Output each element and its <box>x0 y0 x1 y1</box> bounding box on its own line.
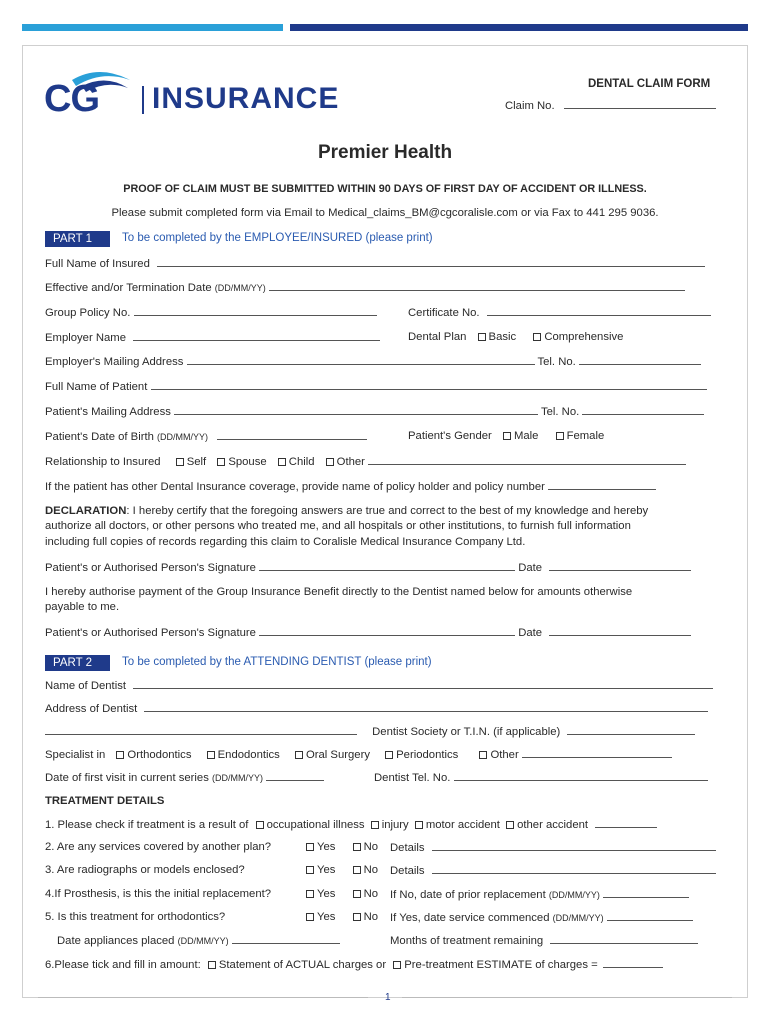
dentist-name-field[interactable] <box>133 679 713 689</box>
declaration-line-2: authorize all doctors, or other persons who treated me, and all hospitals or other institutions, to furnish full information <box>45 520 631 532</box>
signature-row-1 <box>45 561 691 574</box>
appliances-row <box>57 934 340 947</box>
effective-date-row <box>45 281 685 294</box>
first-visit-field[interactable] <box>266 771 324 781</box>
q5-commenced-field[interactable] <box>607 911 693 921</box>
full-name-row <box>45 257 705 270</box>
child-checkbox[interactable] <box>278 458 286 466</box>
top-accent-bar-light <box>22 24 283 31</box>
first-visit-format: (DD/MM/YY) <box>212 773 263 783</box>
appliances-field[interactable] <box>232 934 340 944</box>
first-visit-label: Date of first visit in current series <box>45 772 209 784</box>
months-row <box>390 934 698 947</box>
q2-options <box>306 841 378 853</box>
basic-label: Basic <box>488 331 517 343</box>
logo-mark: CG <box>44 78 99 120</box>
oral-surgery-label: Oral Surgery <box>305 749 370 761</box>
q1-label: 1. Please check if treatment is a result of <box>45 819 249 831</box>
q2-details-label: Details <box>390 842 425 854</box>
endodontics-checkbox[interactable] <box>207 751 215 759</box>
q2-yes-checkbox[interactable] <box>306 843 314 851</box>
employer-address-field[interactable] <box>187 355 535 365</box>
patient-address-row <box>45 405 704 418</box>
q3-yes-label: Yes <box>317 864 336 876</box>
female-checkbox[interactable] <box>556 432 564 440</box>
other-relationship-label: Other <box>336 456 365 468</box>
signature-date-label-1: Date <box>518 562 543 574</box>
q5-commenced-format: (DD/MM/YY) <box>552 913 604 923</box>
declaration-text-1: : I hereby certify that the foregoing answers are true and correct to the best of my knowledge and hereby <box>126 505 649 517</box>
child-label: Child <box>288 456 315 468</box>
months-label: Months of treatment remaining <box>390 935 544 947</box>
dentist-address-field-2[interactable] <box>45 725 357 735</box>
page-number: 1 <box>385 992 391 1003</box>
oral-surgery-checkbox[interactable] <box>295 751 303 759</box>
signature-row-2 <box>45 626 691 639</box>
patient-name-field[interactable] <box>151 380 707 390</box>
q4-prior-label: If No, date of prior replacement <box>390 889 546 901</box>
patient-gender-row <box>408 430 604 442</box>
patient-gender-label: Patient's Gender <box>408 430 492 442</box>
specialist-label: Specialist in <box>45 749 106 761</box>
comprehensive-label: Comprehensive <box>544 331 624 343</box>
female-label: Female <box>566 430 605 442</box>
periodontics-checkbox[interactable] <box>385 751 393 759</box>
injury-checkbox[interactable] <box>371 821 379 829</box>
appliances-format: (DD/MM/YY) <box>177 936 229 946</box>
dentist-tel-row <box>374 771 708 784</box>
patient-tel-label: Tel. No. <box>540 406 580 418</box>
signature-date-field-2[interactable] <box>549 626 691 636</box>
periodontics-label: Periodontics <box>396 749 459 761</box>
claim-no-field[interactable] <box>564 99 716 109</box>
endodontics-label: Endodontics <box>217 749 280 761</box>
top-accent-bar-dark <box>290 24 748 31</box>
specialist-row <box>45 748 672 761</box>
group-policy-label: Group Policy No. <box>45 307 131 319</box>
full-name-label: Full Name of Insured <box>45 258 150 270</box>
q4-yes-label: Yes <box>317 888 336 900</box>
patient-dob-field[interactable] <box>217 430 367 440</box>
page-title: Premier Health <box>317 142 453 163</box>
treatment-q1-row <box>45 818 657 831</box>
society-label: Dentist Society or T.I.N. (if applicable) <box>372 726 561 738</box>
claim-no-row <box>505 99 716 112</box>
employer-tel-label: Tel. No. <box>537 356 576 368</box>
employer-address-row <box>45 355 701 368</box>
dental-plan-row <box>408 331 623 343</box>
employer-tel-field[interactable] <box>579 355 701 365</box>
dentist-tel-field[interactable] <box>454 771 708 781</box>
occupational-label: occupational illness <box>266 819 365 831</box>
dental-plan-label: Dental Plan <box>408 331 467 343</box>
q5-label: 5. Is this treatment for orthodontics? <box>45 911 226 923</box>
q5-yes-label: Yes <box>317 911 336 923</box>
q3-options <box>306 864 378 876</box>
group-policy-field[interactable] <box>134 306 377 316</box>
q5-options <box>306 911 378 923</box>
dentist-address-field[interactable] <box>144 702 708 712</box>
q2-details-field[interactable] <box>432 841 716 851</box>
q4-no-checkbox[interactable] <box>353 890 361 898</box>
full-name-field[interactable] <box>157 257 705 267</box>
q4-prior-format: (DD/MM/YY) <box>548 890 600 900</box>
relationship-label: Relationship to Insured <box>45 456 161 468</box>
footer-divider-left <box>38 997 368 998</box>
q2-label: 2. Are any services covered by another plan? <box>45 841 272 853</box>
spouse-checkbox[interactable] <box>217 458 225 466</box>
patient-tel-field[interactable] <box>582 405 704 415</box>
other-specialty-checkbox[interactable] <box>479 751 487 759</box>
logo-divider <box>142 86 144 114</box>
estimate-label: Pre-treatment ESTIMATE of charges = <box>404 959 598 971</box>
other-coverage-row <box>45 480 656 493</box>
society-field[interactable] <box>567 725 695 735</box>
other-specialty-label: Other <box>490 749 519 761</box>
q3-details-label: Details <box>390 865 425 877</box>
male-label: Male <box>513 430 539 442</box>
self-label: Self <box>186 456 207 468</box>
other-relationship-field[interactable] <box>368 455 686 465</box>
comprehensive-checkbox[interactable] <box>533 333 541 341</box>
patient-dob-row <box>45 430 367 443</box>
q3-no-checkbox[interactable] <box>353 866 361 874</box>
q2-yes-label: Yes <box>317 841 336 853</box>
other-specialty-field[interactable] <box>522 748 672 758</box>
logo-wordmark: INSURANCE <box>152 82 340 115</box>
q4-prior-row <box>390 888 689 901</box>
patient-dob-label: Patient's Date of Birth <box>45 431 154 443</box>
other-coverage-label: If the patient has other Dental Insurance coverage, provide name of policy holder and policy number <box>45 481 545 493</box>
signature-field-1[interactable] <box>259 561 515 571</box>
q5-no-checkbox[interactable] <box>353 913 361 921</box>
certificate-field[interactable] <box>487 306 711 316</box>
signature-label-2: Patient's or Authorised Person's Signature <box>45 627 256 639</box>
q6-row <box>45 958 663 971</box>
q4-label: 4.If Prosthesis, is this the initial replacement? <box>45 888 272 900</box>
claim-no-label: Claim No. <box>505 100 555 112</box>
estimate-amount-field[interactable] <box>603 958 663 968</box>
declaration-line-1 <box>45 505 648 517</box>
dentist-name-label: Name of Dentist <box>45 680 126 692</box>
male-checkbox[interactable] <box>503 432 511 440</box>
basic-checkbox[interactable] <box>478 333 486 341</box>
dentist-address-row <box>45 702 708 715</box>
employer-address-label: Employer's Mailing Address <box>45 356 184 368</box>
relationship-row <box>45 455 686 468</box>
dentist-name-row <box>45 679 713 692</box>
footer-divider-right <box>402 997 732 998</box>
injury-label: injury <box>381 819 409 831</box>
actual-label: Statement of ACTUAL charges or <box>218 959 387 971</box>
patient-address-label: Patient's Mailing Address <box>45 406 171 418</box>
occupational-checkbox[interactable] <box>256 821 264 829</box>
q2-details-row <box>390 841 716 854</box>
signature-field-2[interactable] <box>259 626 515 636</box>
other-accident-checkbox[interactable] <box>506 821 514 829</box>
motor-label: motor accident <box>425 819 500 831</box>
other-accident-label: other accident <box>517 819 589 831</box>
effective-date-field[interactable] <box>269 281 685 291</box>
q4-yes-checkbox[interactable] <box>306 890 314 898</box>
employer-name-field[interactable] <box>133 331 380 341</box>
patient-name-row <box>45 380 707 393</box>
declaration-label: DECLARATION <box>45 505 127 517</box>
notice-text: PROOF OF CLAIM MUST BE SUBMITTED WITHIN 90 DAYS OF FIRST DAY OF ACCIDENT OR ILLNESS. <box>123 183 647 195</box>
self-checkbox[interactable] <box>176 458 184 466</box>
q5-commenced-row <box>390 911 693 924</box>
other-coverage-field[interactable] <box>548 480 656 490</box>
effective-date-format: (DD/MM/YY) <box>214 283 266 293</box>
patient-address-field[interactable] <box>174 405 538 415</box>
q4-options <box>306 888 378 900</box>
q3-details-row <box>390 864 716 877</box>
q4-no-label: No <box>363 888 379 900</box>
employer-name-row <box>45 331 380 344</box>
q3-yes-checkbox[interactable] <box>306 866 314 874</box>
certificate-row <box>408 306 711 319</box>
signature-date-field-1[interactable] <box>549 561 691 571</box>
group-policy-row <box>45 306 377 319</box>
appliances-label: Date appliances placed <box>57 935 175 947</box>
dentist-address-label: Address of Dentist <box>45 703 138 715</box>
q6-label: 6.Please tick and fill in amount: <box>45 959 201 971</box>
part1-label: PART 1 <box>45 231 110 247</box>
patient-name-label: Full Name of Patient <box>45 381 148 393</box>
orthodontics-label: Orthodontics <box>127 749 192 761</box>
part2-description: To be completed by the ATTENDING DENTIST (please print) <box>122 656 432 668</box>
authorise-line-2: payable to me. <box>45 601 120 613</box>
spouse-label: Spouse <box>228 456 267 468</box>
certificate-label: Certificate No. <box>408 307 480 319</box>
q5-yes-checkbox[interactable] <box>306 913 314 921</box>
estimate-checkbox[interactable] <box>393 961 401 969</box>
q2-no-checkbox[interactable] <box>353 843 361 851</box>
months-field[interactable] <box>550 934 698 944</box>
effective-date-label: Effective and/or Termination Date <box>45 282 212 294</box>
employer-name-label: Employer Name <box>45 332 126 344</box>
treatment-heading: TREATMENT DETAILS <box>45 795 165 807</box>
q3-no-label: No <box>363 864 379 876</box>
q5-no-label: No <box>363 911 379 923</box>
actual-checkbox[interactable] <box>208 961 216 969</box>
part2-label: PART 2 <box>45 655 110 671</box>
part1-description: To be completed by the EMPLOYEE/INSURED (please print) <box>122 232 433 244</box>
q3-details-field[interactable] <box>432 864 716 874</box>
first-visit-row <box>45 771 324 784</box>
dentist-tel-label: Dentist Tel. No. <box>374 772 451 784</box>
declaration-line-3: including full copies of records regarding this claim to Coralisle Medical Insurance Company Ltd. <box>45 536 526 548</box>
other-relationship-checkbox[interactable] <box>326 458 334 466</box>
q4-prior-field[interactable] <box>603 888 689 898</box>
q2-no-label: No <box>363 841 379 853</box>
q3-label: 3. Are radiographs or models enclosed? <box>45 864 245 876</box>
patient-dob-format: (DD/MM/YY) <box>157 432 209 442</box>
motor-checkbox[interactable] <box>415 821 423 829</box>
cg-logo <box>44 66 134 118</box>
other-accident-field[interactable] <box>595 818 657 828</box>
form-title: DENTAL CLAIM FORM <box>588 78 711 90</box>
q5-commenced-label: If Yes, date service commenced <box>390 912 550 924</box>
orthodontics-checkbox[interactable] <box>116 751 124 759</box>
submit-instructions: Please submit completed form via Email to Medical_claims_BM@cgcoralisle.com or via Fax to 441 295 9036. <box>111 207 659 219</box>
dentist-address-row-2 <box>45 725 695 738</box>
signature-label-1: Patient's or Authorised Person's Signature <box>45 562 256 574</box>
signature-date-label-2: Date <box>518 627 543 639</box>
authorise-line-1: I hereby authorise payment of the Group Insurance Benefit directly to the Dentist named below for amounts otherwise <box>45 586 633 598</box>
